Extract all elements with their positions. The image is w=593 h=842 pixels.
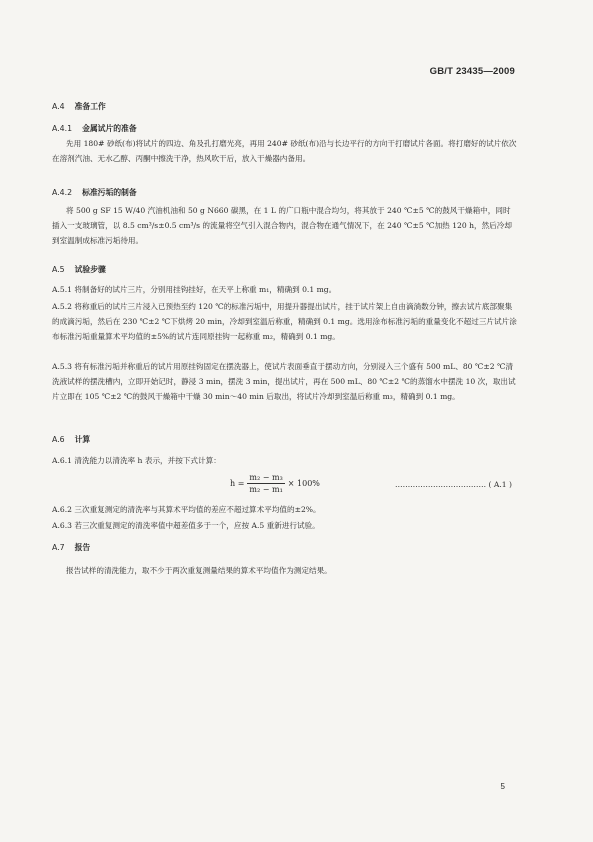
paragraph-a51: A.5.1 将制备好的试片三片，分别用挂钩挂好，在天平上称重 m₁，精确到 0.1 mg。 <box>52 285 337 294</box>
paragraph-a62: A.6.2 三次重复测定的清洗率与其算术平均值的差应不超过算术平均值的±2%。 <box>52 505 321 514</box>
section-number: A.7 <box>52 543 65 552</box>
paragraph-a41: 先用 180# 砂纸(布)将试片的四边、角及孔打磨光亮，再用 240# 砂纸(布)沿与长边平行的方向干打磨试片各面。将打磨好的试片依次在溶剂汽油、无水乙醇、丙酮中擦洗干净，热风吹干后，放入干燥器内备用。 <box>52 139 517 163</box>
section-a5-heading <box>52 262 518 277</box>
paragraph-a52: A.5.2 将称重后的试片三片浸入已预热至约 120 ℃的标准污垢中，用提升器提出试片，挂于试片架上自由滴淌数分钟，擦去试片底部聚集的成滴污垢，然后在 230 ℃±2 ℃下烘烤 20 min，冷却到室温后称重，精确到 0.1 mg。选用涂布标准污垢的重量变化不超过三片试片涂布标准污垢重量算术平均值的±5%的试片连同原挂钩一起称重 m₂，精确到 0.1 mg。 <box>52 302 517 341</box>
section-a42-heading <box>52 185 518 200</box>
section-number: A.6 <box>52 435 65 444</box>
formula-fraction <box>247 472 284 495</box>
section-title: 试验步骤 <box>74 265 106 274</box>
paragraph-a7: 报告试样的清洗能力，取不少于两次重复测量结果的算术平均值作为测定结果。 <box>66 566 332 575</box>
section-title: 计算 <box>74 435 91 444</box>
formula-expression <box>230 472 320 495</box>
section-number: A.4.2 <box>52 188 73 197</box>
section-title: 准备工作 <box>74 102 106 111</box>
section-number: A.4 <box>52 102 65 111</box>
section-a7-heading <box>52 540 518 555</box>
section-number: A.4.1 <box>52 124 73 133</box>
page-number: 5 <box>500 782 505 791</box>
section-title: 报告 <box>74 543 91 552</box>
paragraph-a61: A.6.1 清洗能力以清洗率 h 表示，并按下式计算： <box>52 456 221 465</box>
formula-rhs: × 100% <box>287 479 320 488</box>
formula-reference: ……………………………… ( A.1 ) <box>394 480 512 489</box>
section-title: 标准污垢的制备 <box>82 188 137 197</box>
formula-lhs: h = <box>230 479 245 488</box>
formula-numerator: m₂ − m₃ <box>249 473 283 482</box>
formula-a1 <box>52 472 518 500</box>
section-title: 金属试片的准备 <box>82 124 137 133</box>
paragraph-a53: A.5.3 将有标准污垢并称重后的试片用原挂钩固定在摆洗器上，使试片表面垂直于摆动方向，分别浸入三个盛有 500 mL、80 ℃±2 ℃清洗液试样的摆洗槽内，立即开始记时，静浸 3 min，摆洗 3 min，提出试片，再在 500 mL、80 ℃±2 ℃的蒸馏水中摆洗 10 次，取出试片立即在 105 ℃±2 ℃的鼓风干燥箱中干燥 30 min～40 min 后取出，将试片冷却到室温后称重 m₃，精确到 0.1 mg。 <box>52 362 516 401</box>
paragraph-a42: 将 500 g SF 15 W/40 汽油机油和 50 g N660 碳黑，在 1 L 的广口瓶中混合均匀，将其放于 240 ℃±5 ℃的鼓风干燥箱中，同时插入一支玻璃管，以 8.5 cm³/s±0.5 cm³/s 的流量将空气引入混合物内，混合物在通气情况下，在 240 ℃±5 ℃加热 120 h，然后冷却到室温制成标准污垢待用。 <box>52 206 512 245</box>
section-a41-heading <box>52 121 518 136</box>
standard-number: GB/T 23435—2009 <box>429 66 515 77</box>
section-number: A.5 <box>52 265 65 274</box>
formula-denominator: m₂ − m₁ <box>249 485 283 494</box>
section-a4-heading <box>52 99 518 114</box>
section-a6-heading <box>52 432 518 447</box>
paragraph-a63: A.6.3 若三次重复测定的清洗率值中超差值多于一个，应按 A.5 重新进行试验。 <box>52 521 320 530</box>
